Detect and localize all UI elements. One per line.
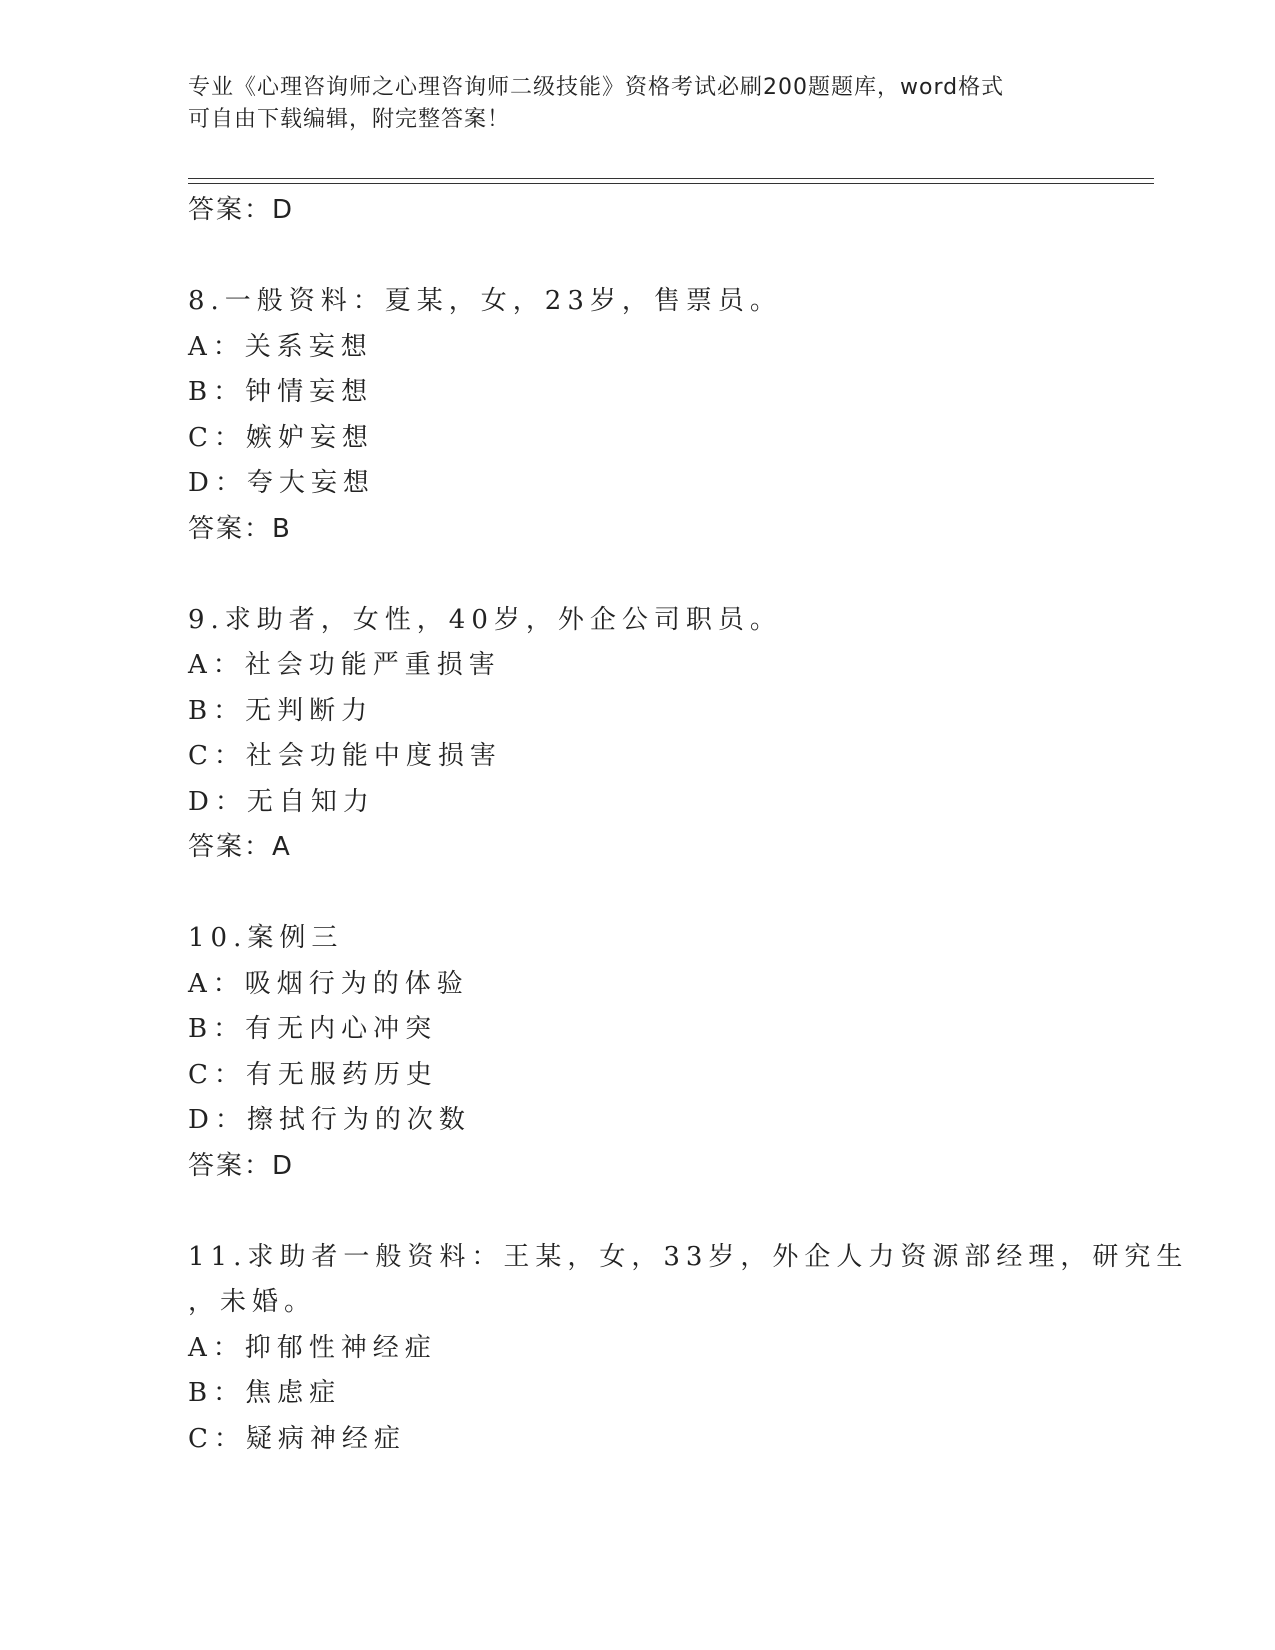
- spacer: [188, 234, 1148, 280]
- option-a: A：关系妄想: [188, 331, 373, 362]
- answer: 答案：D: [188, 1150, 295, 1181]
- option-a: A：吸烟行为的体验: [188, 968, 469, 999]
- option-a: A：抑郁性神经症: [188, 1332, 437, 1363]
- option-b: B：无判断力: [188, 695, 374, 726]
- question-stem: 11.求助者一般资料：王某，女，33岁，外企人力资源部经理，研究生: [188, 1241, 1189, 1272]
- option-a: A：社会功能严重损害: [188, 650, 501, 680]
- question-8: [188, 279, 1148, 552]
- answer: 答案：A: [188, 832, 292, 862]
- option-c: C：嫉妒妄想: [188, 422, 374, 453]
- answer: 答案：B: [188, 513, 292, 544]
- header-line-2: 可自由下载编辑，附完整答案！: [188, 107, 511, 132]
- option-b: B：焦虑症: [188, 1378, 342, 1408]
- spacer: [188, 1189, 1148, 1235]
- question-10: [188, 916, 1148, 1189]
- header-divider-bottom: [188, 183, 1154, 184]
- spacer: [188, 552, 1148, 598]
- question-stem: 10.案例三: [188, 923, 344, 953]
- option-d: D：夸大妄想: [188, 468, 375, 498]
- question-list: [188, 188, 1189, 1462]
- question-stem-continued: ，未婚。: [188, 1287, 317, 1317]
- option-c: C：疑病神经症: [188, 1423, 406, 1454]
- header-divider-top: [188, 178, 1154, 179]
- question-stem: 9.求助者，女性，40岁，外企公司职员。: [188, 604, 782, 635]
- option-c: C：有无服药历史: [188, 1059, 438, 1090]
- option-b: B：有无内心冲突: [188, 1014, 438, 1044]
- spacer: [188, 871, 1148, 917]
- option-c: C：社会功能中度损害: [188, 741, 502, 771]
- question-9: [188, 598, 1148, 871]
- option-d: D：无自知力: [188, 786, 375, 817]
- option-b: B：钟情妄想: [188, 377, 374, 407]
- option-d: D：擦拭行为的次数: [188, 1105, 471, 1135]
- question-stem: 8.一般资料：夏某，女，23岁，售票员。: [188, 286, 782, 316]
- header-line-1: 专业《心理咨询师之心理咨询师二级技能》资格考试必刷200题题库，word格式: [188, 75, 1005, 100]
- previous-answer: 答案：D: [188, 195, 295, 225]
- page-header: [188, 72, 1068, 136]
- question-11: [188, 1235, 1189, 1463]
